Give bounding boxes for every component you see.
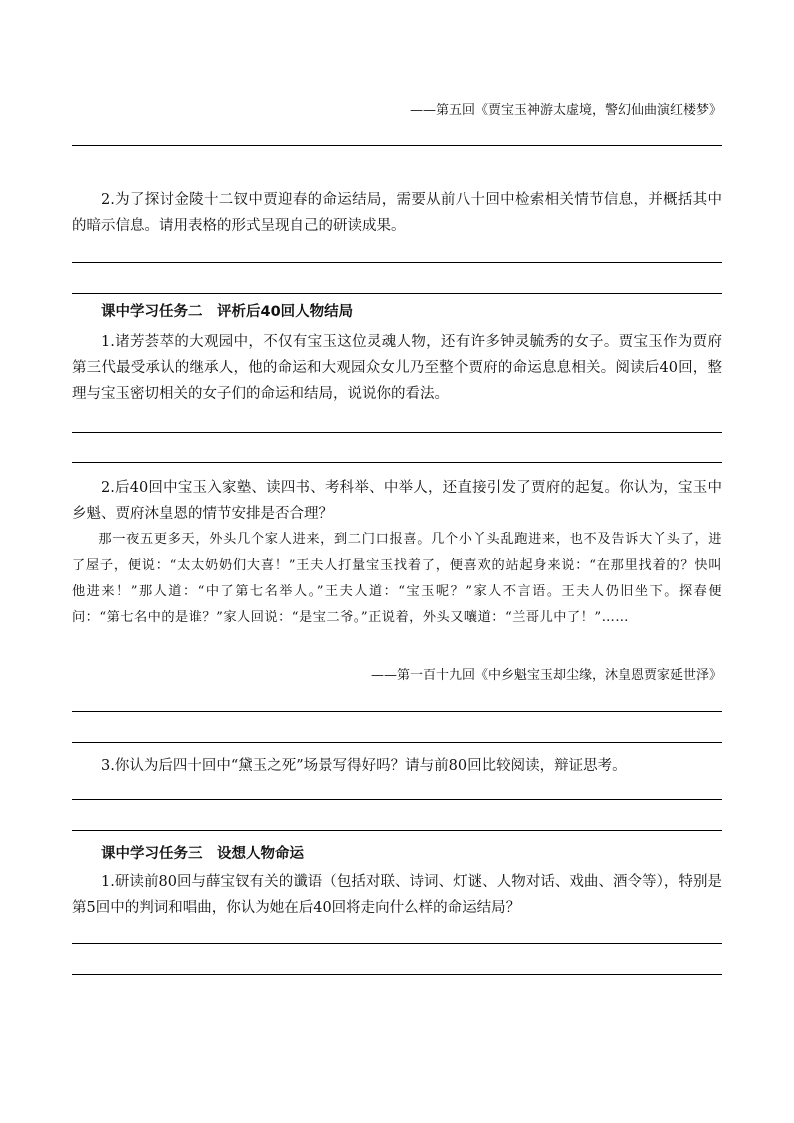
answer-line[interactable] [72,974,722,975]
question-2-yingchun: 2.为了探讨金陵十二钗中贾迎春的命运结局，需要从前八十回中检索相关情节信息，并概括其中的暗示信息。请用表格的形式呈现自己的研读成果。 [72,192,722,234]
answer-line[interactable] [72,799,722,800]
task-3-heading: 课中学习任务三 设想人物命运 [101,846,304,862]
document-page [72,0,722,1123]
quoted-passage: 那一夜五更多天，外头几个家人进来，到二门口报喜。几个小丫头乱跑进来，也不及告诉大丫头了，进了屋子，便说：“太太奶奶们大喜！”王夫人打量宝玉找着了，便喜欢的站起身来说：“在那里找着的？快叫他进来！”那人道：“中了第七名举人。”王夫人道：“宝玉呢？”家人不言语。王夫人仍旧坐下。探春便问：“第七名中的是谁？”家人回说：“是宝二爷。”正说着，外头又嚷道：“兰哥儿中了！”…… [72,532,722,625]
answer-line[interactable] [72,145,722,146]
answer-line[interactable] [72,830,722,831]
answer-line[interactable] [72,943,722,944]
task-2-question-1: 1.诸芳荟萃的大观园中，不仅有宝玉这位灵魂人物，还有许多钟灵毓秀的女子。贾宝玉作为贾府第三代最受承认的继承人，他的命运和大观园众女儿乃至整个贾府的命运息息相关。阅读后40回，整理与宝玉密切相关的女子们的命运和结局，说说你的看法。 [72,334,722,402]
citation-chapter-119: ——第一百十九回《中乡魁宝玉却尘缘，沐皇恩贾家延世泽》 [370,668,722,683]
answer-line[interactable] [72,293,722,294]
task-2-question-2: 2.后40回中宝玉入家塾、读四书、考科举、中举人，还直接引发了贾府的起复。你认为，宝玉中乡魁、贾府沐皇恩的情节安排是否合理？ [72,480,722,522]
answer-line[interactable] [72,742,722,743]
task-2-question-3: 3.你认为后四十回中“黛玉之死”场景写得好吗？请与前80回比较阅读，辩证思考。 [101,758,627,774]
task-2-heading: 课中学习任务二 评析后40回人物结局 [101,304,354,320]
answer-line[interactable] [72,262,722,263]
answer-line[interactable] [72,432,722,433]
task-3-question-1: 1.研读前80回与薛宝钗有关的谶语（包括对联、诗词、灯谜、人物对话、戏曲、酒令等），特别是第5回中的判词和唱曲，你认为她在后40回将走向什么样的命运结局？ [72,874,722,916]
citation-chapter-5: ——第五回《贾宝玉神游太虚境，警幻仙曲演红楼梦》 [409,103,722,118]
answer-line[interactable] [72,462,722,463]
answer-line[interactable] [72,711,722,712]
